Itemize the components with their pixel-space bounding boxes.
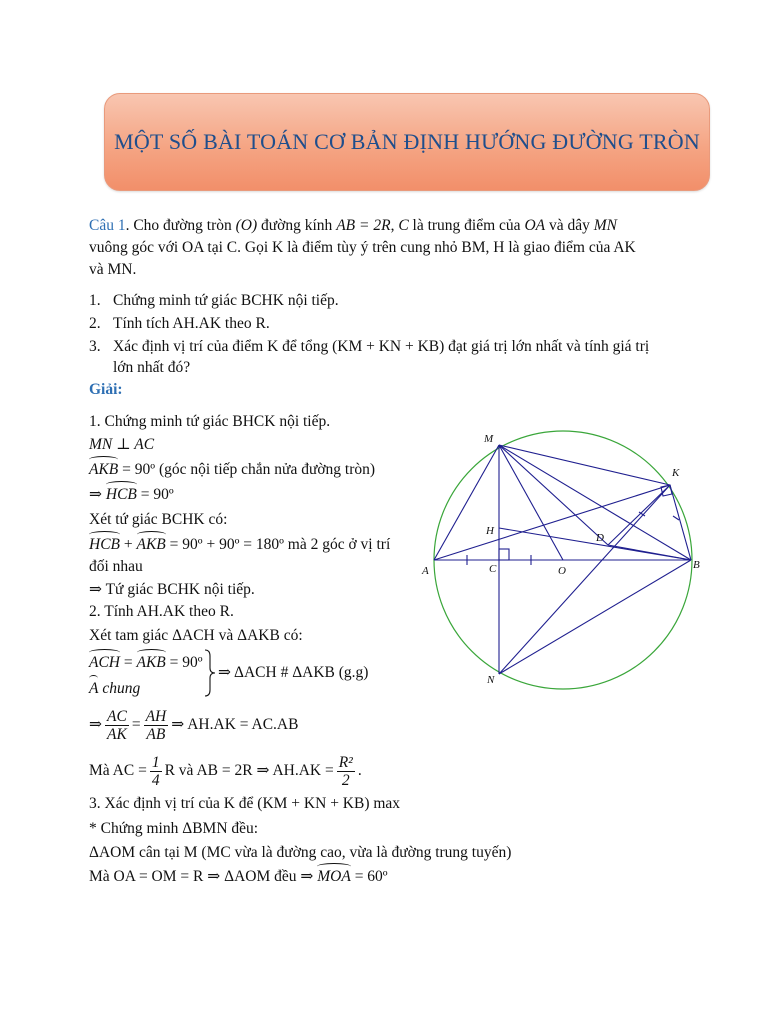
text: Chứng minh tứ giác BCHK nội tiếp. [113, 292, 339, 309]
segment-nb [499, 560, 691, 674]
text: Tính tích AH.AK theo R. [113, 315, 270, 332]
text: . [357, 762, 362, 779]
segment-ak [434, 485, 670, 560]
solution-line: ΔAOM cân tại M (MC vừa là đường cao, vừa là đường trung tuyến) [89, 844, 512, 861]
numerator: AH [145, 707, 167, 725]
text: Mà AC = [89, 762, 147, 779]
solution-line: ⇒ Tứ giác BCHK nội tiếp. [89, 581, 255, 598]
fraction [337, 754, 355, 789]
text: = 90º [136, 486, 174, 503]
text: là trung điểm của [408, 217, 525, 234]
geometry-figure [420, 420, 720, 690]
text: chung [98, 680, 141, 697]
math: C [398, 217, 409, 234]
solution-line: Xét tứ giác BCHK có: [89, 511, 228, 528]
list-item: 2. Tính tích AH.AK theo R. [89, 315, 270, 332]
denominator: AB [146, 725, 166, 743]
denominator: 2 [341, 771, 350, 789]
problem-label: Câu 1 [89, 217, 126, 234]
solution-line: Xét tam giác ΔACH và ΔAKB có: [89, 627, 303, 644]
solution-line: 3. Xác định vị trí của K để (KM + KN + KB) max [89, 795, 401, 812]
list-item: 1. Chứng minh tứ giác BCHK nội tiếp. [89, 292, 339, 309]
denominator: AK [107, 725, 127, 743]
text: = 90º + 90º = 180º mà 2 góc ở vị trí [165, 536, 391, 553]
segment-mo [499, 445, 563, 560]
angle: A [89, 678, 98, 700]
label-m: M [484, 433, 494, 445]
segment-md [499, 445, 608, 545]
solution-line [89, 866, 689, 888]
solution-line: 1. Chứng minh tứ giác BHCK nội tiếp. [89, 413, 331, 430]
segment-dk [608, 485, 670, 545]
segment-mb [499, 445, 691, 560]
list-item: 3. Xác định vị trí của điểm K để tổng (KM + KN + KB) đạt giá trị lớn nhất và tính giá trị [89, 338, 650, 355]
brace-icon [203, 648, 217, 698]
problem-line-2: vuông góc với OA tại C. Gọi K là điểm tùy ý trên cung nhỏ BM, H là giao điểm của AK [89, 239, 636, 256]
solution-line [89, 751, 689, 791]
text: . Cho đường tròn [125, 217, 236, 234]
solution-line [89, 705, 689, 745]
fraction [105, 708, 129, 743]
text: Xác định vị trí của điểm K để tổng (KM + KN + KB) đạt giá trị lớn nhất và tính giá trị [113, 338, 650, 355]
text: = 60º [350, 868, 388, 885]
tick [673, 516, 679, 520]
title-banner [104, 93, 710, 191]
label-a: A [422, 565, 429, 577]
text: ⇒ AH.AK = AC.AB [171, 716, 299, 733]
fraction [150, 754, 162, 789]
text: R và AB = 2R ⇒ AH.AK = [164, 762, 334, 779]
text: , [390, 217, 399, 234]
label-b: B [693, 559, 700, 571]
text: và dây [545, 217, 594, 234]
math: OA [524, 217, 546, 234]
page-title: MỘT SỐ BÀI TOÁN CƠ BẢN ĐỊNH HƯỚNG ĐƯỜNG TRÒN [114, 129, 700, 154]
angle: AKB [137, 652, 166, 674]
text: Mà OA = OM = R ⇒ ΔAOM đều ⇒ [89, 868, 318, 885]
solution-line: * Chứng minh ΔBMN đều: [89, 820, 259, 837]
text: đường kính [257, 217, 337, 234]
solution-line [89, 534, 409, 556]
angle: HCB [106, 484, 137, 506]
label-o: O [558, 565, 566, 577]
numerator: R² [338, 753, 353, 771]
text: = 90º (góc nội tiếp chắn nửa đường tròn) [118, 461, 376, 478]
text: = 90º [165, 654, 203, 671]
problem-line-3: và MN. [89, 261, 137, 278]
solution-line: ⇒ ΔACH # ΔAKB (g.g) [218, 664, 369, 681]
label-n: N [487, 674, 495, 686]
text: = [120, 654, 137, 671]
solution-label: Giải: [89, 381, 123, 398]
math: AB = 2R [336, 217, 391, 234]
label-k: K [672, 467, 680, 479]
right-angle-c [499, 549, 509, 560]
numerator: AC [107, 707, 127, 725]
label-h: H [486, 525, 494, 537]
segment-kn [499, 485, 670, 674]
angle: MOA [317, 866, 351, 888]
angle: AKB [89, 459, 118, 481]
math: (O) [235, 217, 258, 234]
angle: ACH [89, 652, 120, 674]
numerator: 1 [151, 753, 160, 771]
angle: AKB [137, 534, 166, 556]
text: = [131, 716, 141, 733]
label-d: D [596, 532, 604, 544]
segment-mk [499, 445, 670, 485]
problem-line-1 [89, 215, 689, 237]
text: + [120, 536, 137, 553]
solution-line: đối nhau [89, 558, 143, 575]
fraction [144, 708, 169, 743]
list-item-continued: lớn nhất đó? [113, 359, 191, 376]
text: ⇒ [89, 486, 106, 503]
label-c: C [489, 563, 497, 575]
angle: HCB [89, 534, 120, 556]
denominator: 4 [151, 771, 160, 789]
math: MN [593, 217, 617, 234]
solution-line: 2. Tính AH.AK theo R. [89, 603, 234, 620]
text: ⇒ [89, 716, 102, 733]
solution-line: MN ⊥ AC [89, 436, 155, 453]
